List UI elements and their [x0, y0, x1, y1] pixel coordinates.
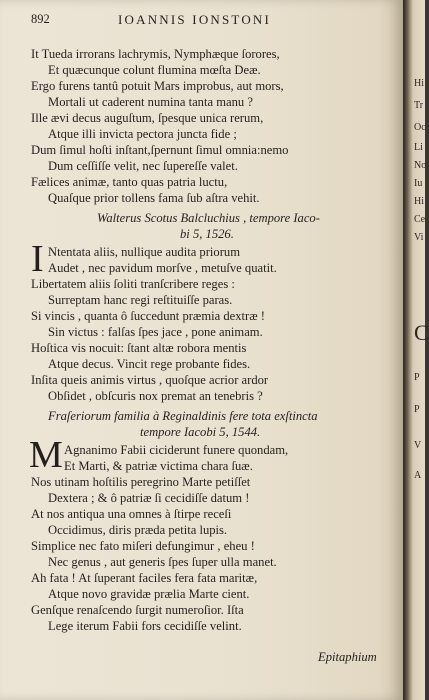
facing-text: A — [414, 470, 422, 481]
verse-line: Atque decus. Vincit rege probante fides. — [48, 357, 251, 371]
verse-line: Hoſtica vis nocuit: ſtant altæ robora mentis — [31, 341, 247, 355]
section-heading: Fraſeriorum familia à Reginaldinis fere tota exſtincta — [48, 409, 318, 423]
verse-line: It Tueda irrorans lachrymis, Nymphæque ſorores, — [31, 47, 280, 61]
facing-text: Tr — [414, 100, 424, 111]
verse-line: Nec genus , aut generis ſpes ſuper ulla manet. — [48, 555, 277, 569]
verse-line: Mortali ut caderent numina tanta manu ? — [48, 95, 253, 109]
facing-text: Li — [414, 142, 423, 153]
verse-line: Lege iterum Fabii fors cecidiſſe velint. — [48, 619, 242, 633]
facing-text: Hi — [414, 196, 424, 207]
facing-text: P — [414, 404, 420, 415]
verse-line: Genſque renaſcendo ſurgit numeroſior. Iſta — [31, 603, 244, 617]
facing-text: Ce — [414, 214, 426, 225]
verse-line: Ntentata aliis, nullique audita priorum — [48, 245, 241, 259]
verse-line: Et quæcunque colunt flumina mœſta Deæ. — [48, 63, 261, 77]
verse-line: Occidimus, diris præda petita lupis. — [48, 523, 228, 537]
page-number: 892 — [31, 12, 50, 26]
verse-line: Dextera ; & ô patriæ ſi cecidiſſe datum ! — [48, 491, 250, 505]
verse-line: Simplice nec fato miſeri defungimur , eheu ! — [31, 539, 255, 553]
verse-line: Ergo furens tantû potuit Mars improbus, aut mors, — [31, 79, 284, 93]
verse-line: Audet , nec pavidum morſve , metuſve quatit. — [48, 261, 277, 275]
verse-line: Fælices animæ, tanto quas patria luctu, — [31, 175, 228, 189]
facing-page-edge — [403, 0, 429, 700]
facing-text: Iu — [414, 178, 423, 189]
verse-line: At nos antiqua una omnes à ſtirpe receſi — [31, 507, 232, 521]
verse-line: Nos utinam hoſtilis peregrino Marte petiſſet — [31, 475, 251, 489]
facing-text: P — [414, 372, 420, 383]
running-head: IOANNIS IONSTONI — [118, 12, 272, 27]
verse-line: Et Marti, & patriæ victima chara ſuæ. — [64, 459, 253, 473]
verse-line: Ah fata ! At ſuperant faciles fera fata maritæ, — [31, 571, 258, 585]
section-heading: Walterus Scotus Balcluchius , tempore Iaco- — [97, 211, 320, 225]
facing-text: No — [414, 160, 427, 171]
verse-line: Atque illi invicta pectora juncta fide ; — [48, 127, 237, 141]
facing-text: V — [414, 440, 422, 451]
drop-cap: I — [31, 238, 44, 280]
verse-line: Dum ceſſiſſe velit, nec ſupereſſe valet. — [48, 159, 238, 173]
facing-text: Vi — [414, 232, 424, 243]
section-heading: tempore Iacobi 5, 1544. — [140, 425, 261, 439]
facing-text: Oc — [414, 122, 426, 133]
verse-line: Agnanimo Fabii ciciderunt funere quondam, — [64, 443, 289, 457]
verse-line: Atque novo gravidæ prælia Marte cient. — [48, 587, 250, 601]
verse-line: Libertatem aliis ſoliti tranſcribere reges : — [31, 277, 235, 291]
facing-text: C — [414, 320, 429, 345]
catchword: Epitaphium — [318, 650, 377, 664]
verse-line: Obſidet , obſcuris nox premat an tenebris ? — [48, 389, 263, 403]
verse-line: Inſita queis animis virtus , quoſque acrior ardor — [31, 373, 269, 387]
drop-cap: M — [29, 434, 63, 476]
facing-text: Hi — [414, 78, 424, 89]
verse-line: Si vincis , quanta ô ſuccedunt præmia dextræ ! — [31, 309, 265, 323]
verse-line: Dum ſimul hoſti inſtant,ſpernunt ſimul omnia:nemo — [31, 143, 289, 157]
section-heading: bi 5, 1526. — [180, 227, 234, 241]
verse-line: Sin victus : falſas ſpes jace , pone animam. — [48, 325, 263, 339]
verse-line: Quaſque prior tollens fama ſub aſtra vehit. — [48, 191, 260, 205]
verse-line: Ille ævi decus auguſtum, ſpesque unica rerum, — [31, 111, 264, 125]
verse-line: Surreptam hanc regi reſtituiſſe paras. — [48, 293, 233, 307]
